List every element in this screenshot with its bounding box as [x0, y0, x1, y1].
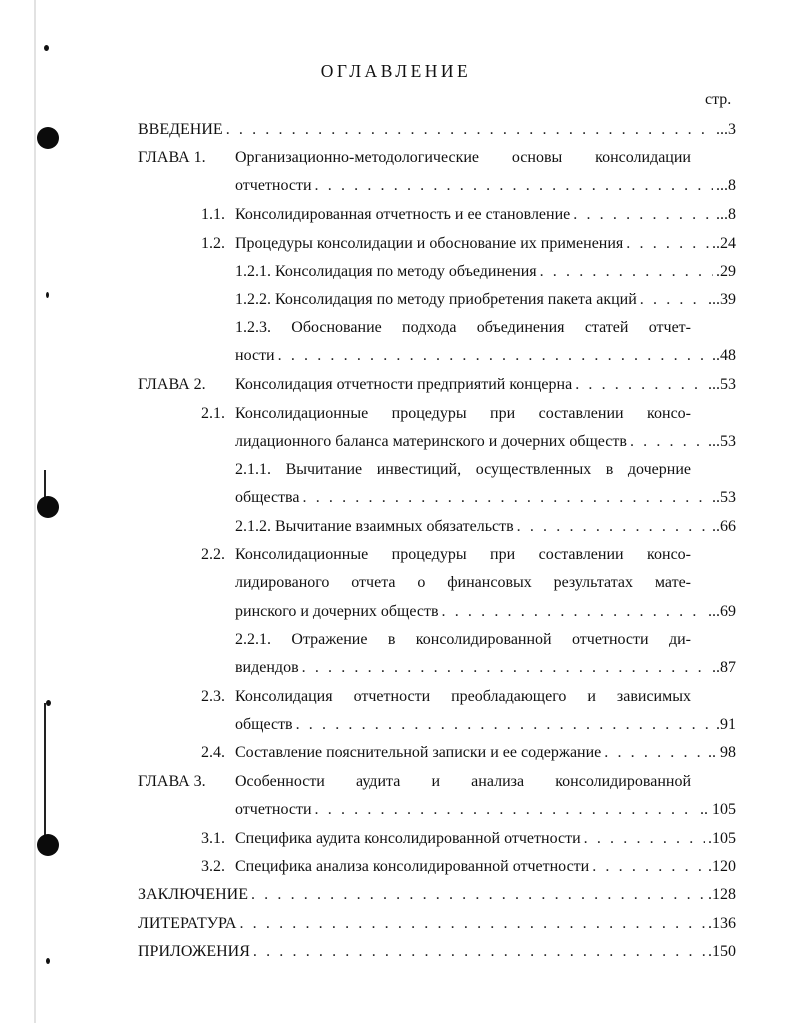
dot-leader	[592, 857, 705, 877]
toc-entry-page: ...39	[708, 291, 736, 308]
toc-entry-page: ...69	[708, 603, 736, 620]
dot-leader	[604, 743, 705, 763]
toc-entry-text-cont: лидированого отчета о финансовых результатах мате-	[235, 574, 691, 591]
toc-entry-label: ГЛАВА 1.	[138, 149, 206, 166]
toc-entry-2-1-1-cont[interactable]	[235, 488, 736, 510]
toc-entry-text: ВВЕДЕНИЕ	[138, 121, 223, 138]
toc-entry-text: Составление пояснительной записки и ее содержание	[235, 744, 602, 761]
dot-leader	[278, 346, 709, 366]
toc-entry-label: 1.1.	[201, 206, 225, 223]
toc-entry-3-2[interactable]	[235, 857, 736, 879]
toc-entry-page: ..66	[712, 518, 736, 535]
toc-entry-page: .150	[708, 943, 736, 960]
page-title: ОГЛАВЛЕНИЕ	[320, 61, 472, 81]
toc-entry-introduction[interactable]	[138, 120, 736, 142]
toc-entry-text: Консолидационные процедуры при составлении консо-	[235, 546, 691, 563]
toc-entry-1-1[interactable]	[235, 205, 736, 227]
toc-entry-text: Специфика анализа консолидированной отчетности	[235, 858, 590, 875]
toc-entry-text: ЗАКЛЮЧЕНИЕ	[138, 886, 248, 903]
toc-entry-page: .105	[708, 830, 736, 847]
toc-entry-chapter-1[interactable]	[235, 148, 691, 170]
toc-entry-text: Процедуры консолидации и обоснование их применения	[235, 235, 624, 252]
toc-entry-page: ..48	[712, 347, 736, 364]
dot-leader	[442, 602, 705, 622]
toc-entry-label: 3.1.	[201, 830, 225, 847]
toc-entry-label: 3.2.	[201, 858, 225, 875]
toc-entry-2-2-cont2[interactable]	[235, 602, 736, 624]
dot-leader	[239, 914, 705, 934]
toc-entry-2-1-2[interactable]	[235, 517, 736, 539]
toc-entry-page: .. 105	[700, 801, 736, 818]
toc-entry-page: .120	[708, 858, 736, 875]
toc-entry-2-3[interactable]	[235, 687, 691, 709]
toc-entry-page: ...53	[708, 376, 736, 393]
toc-entry-text: ЛИТЕРАТУРА	[138, 915, 237, 932]
toc-entry-page: .29	[716, 263, 736, 280]
toc-entry-1-2-2[interactable]	[235, 290, 736, 312]
toc-entry-2-4[interactable]	[235, 743, 736, 765]
toc-entry-2-2[interactable]	[235, 545, 691, 567]
toc-entry-page: ...3	[716, 121, 736, 138]
toc-entry-text: 2.1.1. Вычитание инвестиций, осуществленных в дочерние	[235, 461, 691, 478]
toc-entry-text-cont: лидационного баланса материнского и дочерних обществ	[235, 433, 627, 450]
toc-entry-text-cont: ринского и дочерних обществ	[235, 603, 439, 620]
toc-entry-text: 1.2.2. Консолидация по методу приобретения пакета акций	[235, 291, 637, 308]
dot-leader	[517, 517, 709, 537]
toc-entry-chapter-2[interactable]	[235, 375, 736, 397]
toc-entry-page: ..24	[712, 235, 736, 252]
toc-entry-text: 2.1.2. Вычитание взаимных обязательств	[235, 518, 514, 535]
toc-entry-text: Особенности аудита и анализа консолидированной	[235, 773, 691, 790]
toc-entry-appendices[interactable]	[138, 942, 736, 964]
toc-entry-text: 1.2.1. Консолидация по методу объединения	[235, 263, 537, 280]
toc-entry-text-cont: отчетности	[235, 801, 312, 818]
dot-leader	[540, 262, 713, 282]
toc-entry-3-1[interactable]	[235, 829, 736, 851]
toc-entry-page: ...8	[716, 177, 736, 194]
toc-entry-label: 2.3.	[201, 688, 225, 705]
toc-entry-page: .91	[716, 716, 736, 733]
toc-entry-text-cont: общества	[235, 489, 300, 506]
toc-entry-1-2-3-cont[interactable]	[235, 346, 736, 368]
dot-leader	[626, 234, 709, 254]
toc-entry-text-cont: ности	[235, 347, 275, 364]
toc-entry-2-1-1[interactable]	[235, 460, 691, 482]
toc-entry-2-3-cont[interactable]	[235, 715, 736, 737]
toc-entry-text: Специфика аудита консолидированной отчетности	[235, 830, 581, 847]
dot-leader	[303, 488, 710, 508]
toc-entry-page: ..87	[712, 659, 736, 676]
toc-entry-label: 2.1.	[201, 405, 225, 422]
dot-leader	[640, 290, 705, 310]
toc-entry-label: 2.2.	[201, 546, 225, 563]
toc-entry-text-cont: видендов	[235, 659, 299, 676]
toc-entry-2-2-cont[interactable]	[235, 573, 691, 595]
toc-entry-text-cont: обществ	[235, 716, 293, 733]
toc-entry-2-2-1[interactable]	[235, 630, 691, 652]
toc-entry-1-2-1[interactable]	[235, 262, 736, 284]
dot-leader	[315, 800, 697, 820]
dot-leader	[253, 942, 705, 962]
toc-entry-text: Консолидация отчетности преобладающего и зависимых	[235, 688, 691, 705]
dot-leader	[584, 829, 705, 849]
toc-entry-2-1-cont[interactable]	[235, 432, 736, 454]
toc-entry-text: ПРИЛОЖЕНИЯ	[138, 943, 250, 960]
dot-leader	[575, 375, 705, 395]
toc-entry-literature[interactable]	[138, 914, 736, 936]
toc-entry-page: ...8	[716, 206, 736, 223]
toc-entry-1-2[interactable]	[235, 234, 736, 256]
toc-entry-2-2-1-cont[interactable]	[235, 658, 736, 680]
toc-entry-2-1[interactable]	[235, 404, 691, 426]
page-column-label: стр.	[705, 91, 732, 108]
toc-entry-label: 1.2.	[201, 235, 225, 252]
toc-entry-page: ..53	[712, 489, 736, 506]
toc-entry-text: Консолидированная отчетность и ее становление	[235, 206, 571, 223]
dot-leader	[315, 176, 713, 196]
dot-leader	[630, 432, 705, 452]
toc-entry-chapter-3-cont[interactable]	[235, 800, 736, 822]
toc-entry-label: ГЛАВА 2.	[138, 376, 206, 393]
toc-entry-page: .128	[708, 886, 736, 903]
toc-entry-1-2-3[interactable]	[235, 318, 691, 340]
toc-entry-chapter-3[interactable]	[235, 772, 691, 794]
toc-entry-chapter-1-cont[interactable]	[235, 176, 736, 198]
dot-leader	[302, 658, 709, 678]
toc-entry-text: 1.2.3. Обоснование подхода объединения статей отчет-	[235, 319, 691, 336]
toc-entry-conclusion[interactable]	[138, 885, 736, 907]
toc-entry-text: Организационно-методологические основы консолидации	[235, 149, 691, 166]
toc-entry-page: .136	[708, 915, 736, 932]
dot-leader	[251, 885, 705, 905]
toc-entry-text: 2.2.1. Отражение в консолидированной отчетности ди-	[235, 631, 691, 648]
toc-entry-page: .. 98	[708, 744, 736, 761]
toc-entry-label: 2.4.	[201, 744, 225, 761]
toc-entry-label: ГЛАВА 3.	[138, 773, 206, 790]
dot-leader	[573, 205, 713, 225]
toc-entry-text: Консолидация отчетности предприятий концерна	[235, 376, 573, 393]
toc-entry-text: Консолидационные процедуры при составлении консо-	[235, 405, 691, 422]
dot-leader	[296, 715, 713, 735]
toc-entry-page: ...53	[708, 433, 736, 450]
toc-entry-text-cont: отчетности	[235, 177, 312, 194]
dot-leader	[226, 120, 713, 140]
